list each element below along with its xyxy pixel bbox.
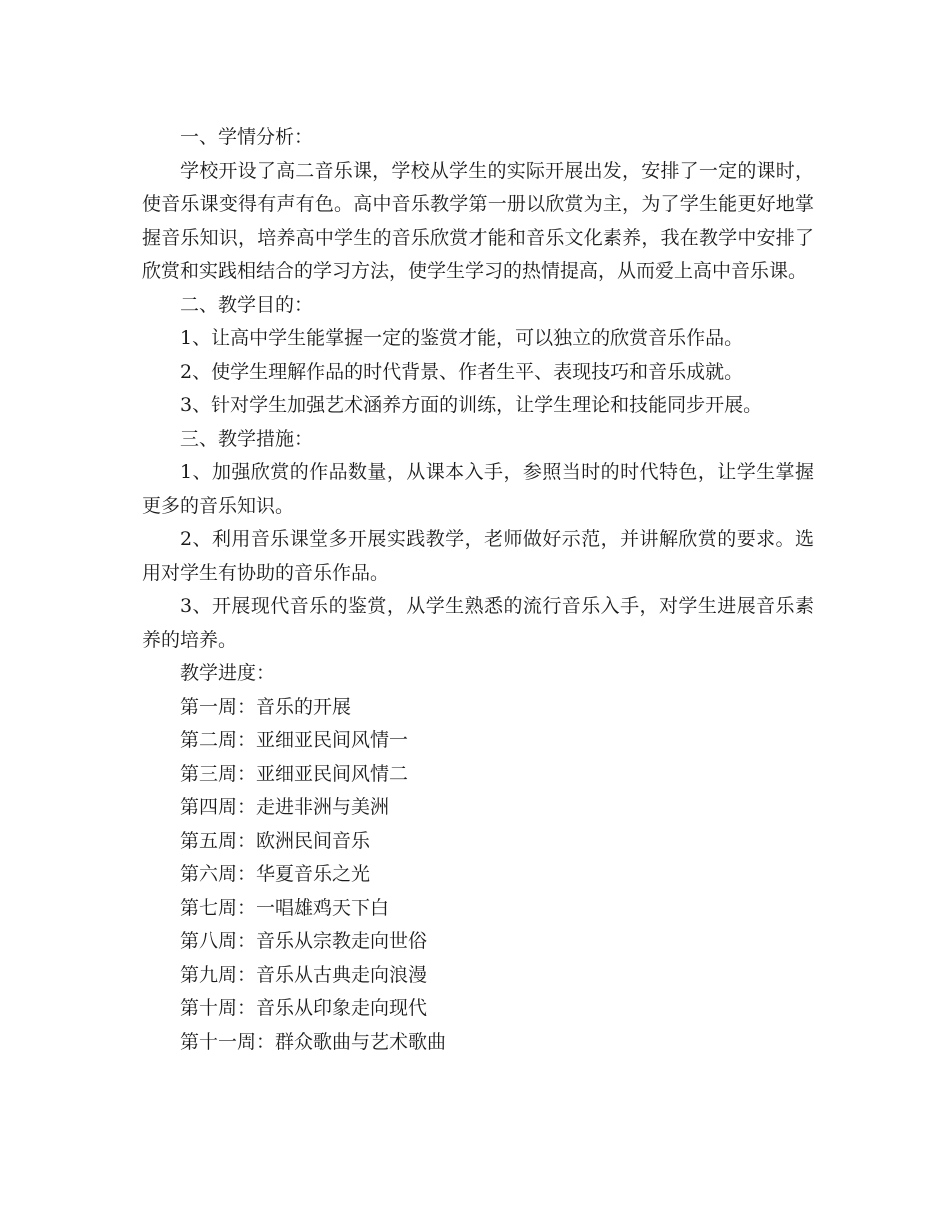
analysis-paragraph: 学校开设了高二音乐课，学校从学生的实际开展出发，安排了一定的课时，使音乐课变得有声有色。高中音乐教学第一册以欣赏为主，为了学生能更好地掌握音乐知识，培养高中学生的音乐欣赏才能和音乐文化素养，我在教学中安排了欣赏和实践相结合的学习方法，使学生学习的热情提高，从而爱上高中音乐课。 [142,159,814,282]
section-heading-measures: 三、教学措施： [180,427,314,450]
schedule-item: 第七周：一唱雄鸡天下白 [180,896,390,919]
schedule-item: 第十周：音乐从印象走向现代 [180,997,428,1019]
schedule-heading: 教学进度： [180,662,276,684]
schedule-item: 第四周：走进非洲与美洲 [180,796,390,818]
schedule-item: 第十一周：群众歌曲与艺术歌曲 [180,1030,447,1053]
goal-item: 2、使学生理解作品的时代背景、作者生平、表现技巧和音乐成就。 [180,360,744,383]
measure-item: 1、加强欣赏的作品数量，从课本入手，参照当时的时代特色，让学生掌握更多的音乐知识。 [142,461,814,517]
schedule-item: 第八周：音乐从宗教走向世俗 [180,930,428,952]
schedule-item: 第一周：音乐的开展 [180,695,352,718]
schedule-item: 第二周：亚细亚民间风情一 [180,729,409,751]
section-heading-goals: 二、教学目的： [180,293,314,316]
schedule-item: 第五周：欧洲民间音乐 [180,829,371,852]
schedule-item: 第六周：华夏音乐之光 [180,863,371,885]
goal-item: 1、让高中学生能掌握一定的鉴赏才能，可以独立的欣赏音乐作品。 [180,327,744,349]
schedule-item: 第三周：亚细亚民间风情二 [180,762,409,785]
measure-item: 2、利用音乐课堂多开展实践教学，老师做好示范，并讲解欣赏的要求。选用对学生有协助的音乐作品。 [142,528,814,584]
measure-item: 3、开展现代音乐的鉴赏，从学生熟悉的流行音乐入手，对学生进展音乐素养的培养。 [142,595,814,651]
document-content [142,121,814,1059]
schedule-item: 第九周：音乐从古典走向浪漫 [180,963,428,986]
section-heading-analysis: 一、学情分析： [180,126,314,148]
goal-item: 3、针对学生加强艺术涵养方面的训练，让学生理论和技能同步开展。 [180,394,763,416]
